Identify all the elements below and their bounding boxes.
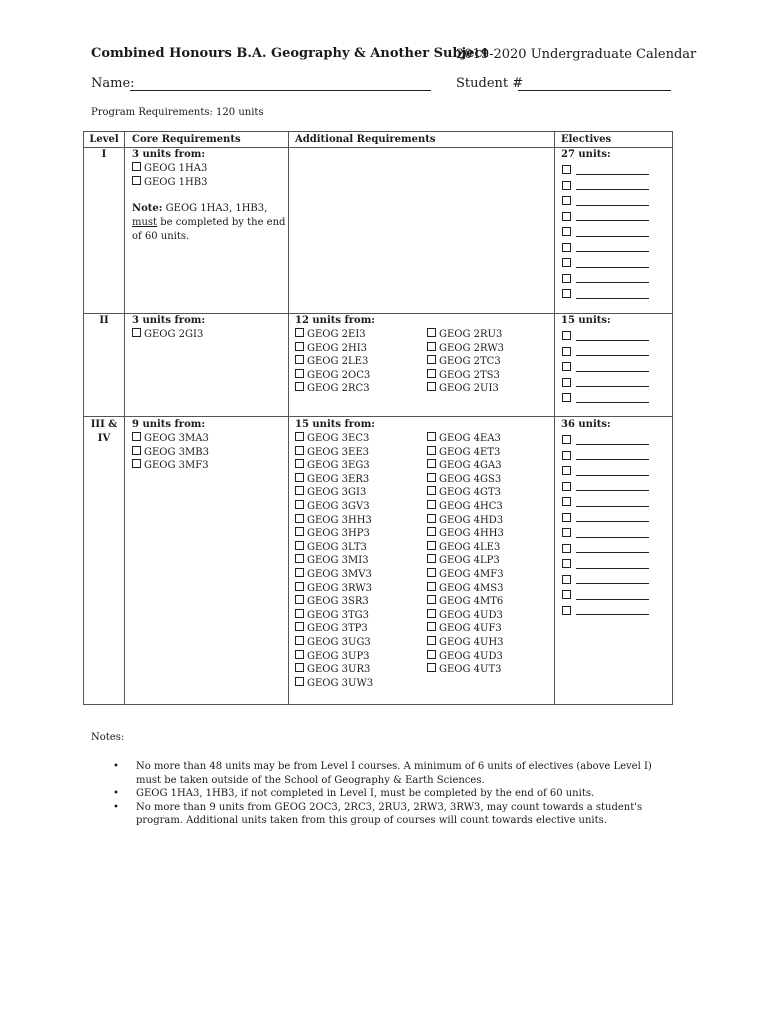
header-electives: Electives	[561, 134, 612, 145]
course-item: GEOG 4MS3	[427, 582, 504, 596]
checkbox-icon[interactable]	[295, 650, 304, 659]
elective-blank-line[interactable]	[576, 196, 649, 206]
elective-blank-line[interactable]	[576, 258, 649, 268]
elective-blank-line[interactable]	[576, 481, 649, 491]
checkbox-icon[interactable]	[427, 459, 436, 468]
checkbox-icon[interactable]	[295, 446, 304, 455]
checkbox-icon[interactable]	[295, 582, 304, 591]
checkbox-icon[interactable]	[132, 162, 141, 171]
elective-slot	[562, 463, 649, 479]
checkbox-icon[interactable]	[427, 446, 436, 455]
elective-slot	[562, 448, 649, 464]
checkbox-icon[interactable]	[427, 636, 436, 645]
course-item: GEOG 4GT3	[427, 486, 504, 500]
elective-slot	[562, 328, 649, 344]
elective-blank-line[interactable]	[576, 528, 649, 538]
elective-blank-line[interactable]	[576, 512, 649, 522]
checkbox-icon[interactable]	[427, 568, 436, 577]
course-item: GEOG 1HA3	[132, 162, 207, 176]
checkbox-icon[interactable]	[295, 568, 304, 577]
elective-blank-line[interactable]	[576, 590, 649, 600]
document-title: Combined Honours B.A. Geography & Another Subject	[91, 46, 489, 61]
course-item: GEOG 3GI3	[295, 486, 373, 500]
elective-blank-line[interactable]	[576, 450, 649, 460]
elective-slot	[562, 572, 649, 588]
course-item: GEOG 3TG3	[295, 609, 373, 623]
elective-blank-line[interactable]	[576, 289, 649, 299]
course-item: GEOG 3UG3	[295, 636, 373, 650]
checkbox-icon[interactable]	[427, 432, 436, 441]
checkbox-icon[interactable]	[427, 527, 436, 536]
elective-slot	[562, 271, 649, 287]
checkbox-icon[interactable]	[295, 432, 304, 441]
course-item: GEOG 2EI3	[295, 328, 370, 342]
checkbox-icon[interactable]	[562, 482, 571, 491]
course-item: GEOG 3SR3	[295, 595, 373, 609]
course-item: GEOG 3EE3	[295, 446, 373, 460]
course-item: GEOG 4UH3	[427, 636, 504, 650]
checkbox-icon[interactable]	[295, 500, 304, 509]
elective-blank-line[interactable]	[576, 543, 649, 553]
checkbox-icon[interactable]	[295, 355, 304, 364]
elective-slot	[562, 479, 649, 495]
course-item: GEOG 4GA3	[427, 459, 504, 473]
elective-slot	[562, 162, 649, 178]
course-item: GEOG 3MI3	[295, 554, 373, 568]
course-item: GEOG 2OC3	[295, 369, 370, 383]
checkbox-icon[interactable]	[562, 606, 571, 615]
checkbox-icon[interactable]	[562, 393, 571, 402]
note-line-2: must be completed by the end	[132, 217, 286, 228]
checkbox-icon[interactable]	[562, 196, 571, 205]
checkbox-icon[interactable]	[427, 342, 436, 351]
course-item: GEOG 3ER3	[295, 473, 373, 487]
elective-blank-line[interactable]	[576, 227, 649, 237]
checkbox-icon[interactable]	[562, 544, 571, 553]
course-item: GEOG 4HC3	[427, 500, 504, 514]
core-list-ii	[132, 328, 203, 342]
note-item: • No more than 9 units from GEOG 2OC3, 2RC3, 2RU3, 2RW3, 3RW3, may count towards a student's program. Additional units taken from this group of courses will count towards elective units.	[113, 801, 643, 827]
electives-list-iii	[562, 432, 649, 618]
checkbox-icon[interactable]	[562, 227, 571, 236]
header-additional: Additional Requirements	[295, 134, 436, 145]
elective-blank-line[interactable]	[576, 435, 649, 445]
elective-blank-line[interactable]	[576, 273, 649, 283]
elective-slot	[562, 587, 649, 603]
checkbox-icon[interactable]	[295, 595, 304, 604]
checkbox-icon[interactable]	[562, 212, 571, 221]
checkbox-icon[interactable]	[427, 514, 436, 523]
course-item: GEOG 4HD3	[427, 514, 504, 528]
checkbox-icon[interactable]	[562, 497, 571, 506]
checkbox-icon[interactable]	[562, 258, 571, 267]
core-list-i	[132, 162, 207, 189]
course-item: GEOG 2RU3	[427, 328, 504, 342]
electives-list-ii	[562, 328, 649, 406]
checkbox-icon[interactable]	[295, 459, 304, 468]
checkbox-icon[interactable]	[295, 527, 304, 536]
checkbox-icon[interactable]	[295, 622, 304, 631]
checkbox-icon[interactable]	[295, 473, 304, 482]
name-field[interactable]	[130, 90, 431, 91]
checkbox-icon[interactable]	[295, 636, 304, 645]
course-item: GEOG 4EA3	[427, 432, 504, 446]
elective-blank-line[interactable]	[576, 393, 649, 403]
course-item: GEOG 3MB3	[132, 446, 209, 460]
elective-blank-line[interactable]	[576, 497, 649, 507]
elective-slot	[562, 603, 649, 619]
elective-slot	[562, 494, 649, 510]
course-item: GEOG 4MT6	[427, 595, 504, 609]
core-heading-ii: 3 units from:	[132, 315, 206, 326]
student-number-field[interactable]	[518, 90, 671, 91]
elective-slot	[562, 209, 649, 225]
elective-slot	[562, 525, 649, 541]
elective-blank-line[interactable]	[576, 211, 649, 221]
checkbox-icon[interactable]	[427, 595, 436, 604]
course-item: GEOG 4HH3	[427, 527, 504, 541]
course-item: GEOG 3UR3	[295, 663, 373, 677]
course-item: GEOG 3LT3	[295, 541, 373, 555]
core-list-iii	[132, 432, 209, 473]
course-item: GEOG 3RW3	[295, 582, 373, 596]
level-iii-iv-line1: III &	[90, 419, 118, 430]
core-heading-iii: 9 units from:	[132, 419, 206, 430]
course-item: GEOG 4UT3	[427, 663, 504, 677]
checkbox-icon[interactable]	[295, 382, 304, 391]
electives-list-i	[562, 162, 649, 302]
electives-heading-ii: 15 units:	[561, 315, 611, 326]
course-item: GEOG 3GV3	[295, 500, 373, 514]
course-item: GEOG 3TP3	[295, 622, 373, 636]
checkbox-icon[interactable]	[427, 369, 436, 378]
checkbox-icon[interactable]	[295, 554, 304, 563]
course-item: GEOG 3UP3	[295, 650, 373, 664]
elective-slot	[562, 375, 649, 391]
course-item: GEOG 2TC3	[427, 355, 504, 369]
additional-col1-iii	[295, 432, 373, 690]
course-item: GEOG 2UI3	[427, 382, 504, 396]
checkbox-icon[interactable]	[427, 554, 436, 563]
course-item: GEOG 4LP3	[427, 554, 504, 568]
program-requirements: Program Requirements: 120 units	[91, 107, 264, 118]
elective-slot	[562, 390, 649, 406]
checkbox-icon[interactable]	[562, 289, 571, 298]
elective-slot	[562, 255, 649, 271]
elective-blank-line[interactable]	[576, 180, 649, 190]
course-item: GEOG 4GS3	[427, 473, 504, 487]
elective-blank-line[interactable]	[576, 346, 649, 356]
elective-slot	[562, 224, 649, 240]
course-item: GEOG 2RW3	[427, 342, 504, 356]
calendar-year: 2019-2020 Undergraduate Calendar	[456, 47, 697, 62]
elective-slot	[562, 240, 649, 256]
checkbox-icon[interactable]	[295, 342, 304, 351]
checkbox-icon[interactable]	[427, 609, 436, 618]
checkbox-icon[interactable]	[427, 622, 436, 631]
header-core: Core Requirements	[132, 134, 241, 145]
checkbox-icon[interactable]	[562, 575, 571, 584]
course-item: GEOG 3MA3	[132, 432, 209, 446]
note-item: • GEOG 1HA3, 1HB3, if not completed in Level I, must be completed by the end of 60 units.	[113, 788, 595, 800]
checkbox-icon[interactable]	[295, 663, 304, 672]
course-item: GEOG 4UD3	[427, 650, 504, 664]
checkbox-icon[interactable]	[427, 328, 436, 337]
elective-blank-line[interactable]	[576, 242, 649, 252]
elective-slot	[562, 359, 649, 375]
student-number-label: Student #	[456, 76, 524, 91]
checkbox-icon[interactable]	[427, 582, 436, 591]
checkbox-icon[interactable]	[295, 369, 304, 378]
checkbox-icon[interactable]	[562, 451, 571, 460]
checkbox-icon[interactable]	[562, 274, 571, 283]
checkbox-icon[interactable]	[562, 331, 571, 340]
checkbox-icon[interactable]	[427, 382, 436, 391]
checkbox-icon[interactable]	[295, 514, 304, 523]
checkbox-icon[interactable]	[132, 328, 141, 337]
checkbox-icon[interactable]	[562, 347, 571, 356]
note-item: • No more than 48 units may be from Level I courses. A minimum of 6 units of electives (above Level I) must be taken outside of the School of Geography & Earth Sciences.	[113, 761, 652, 786]
checkbox-icon[interactable]	[562, 513, 571, 522]
elective-slot	[562, 556, 649, 572]
checkbox-icon[interactable]	[295, 677, 304, 686]
checkbox-icon[interactable]	[295, 541, 304, 550]
elective-slot	[562, 510, 649, 526]
course-item: GEOG 3HH3	[295, 514, 373, 528]
course-item: GEOG 3UW3	[295, 677, 373, 691]
checkbox-icon[interactable]	[427, 541, 436, 550]
course-item: GEOG 4MF3	[427, 568, 504, 582]
checkbox-icon[interactable]	[132, 176, 141, 185]
checkbox-icon[interactable]	[562, 362, 571, 371]
electives-heading-i: 27 units:	[561, 149, 611, 160]
elective-blank-line[interactable]	[576, 574, 649, 584]
checkbox-icon[interactable]	[427, 500, 436, 509]
course-item: GEOG 2TS3	[427, 369, 504, 383]
checkbox-icon[interactable]	[427, 663, 436, 672]
checkbox-icon[interactable]	[132, 459, 141, 468]
checkbox-icon[interactable]	[562, 559, 571, 568]
checkbox-icon[interactable]	[562, 243, 571, 252]
checkbox-icon[interactable]	[562, 181, 571, 190]
elective-blank-line[interactable]	[576, 466, 649, 476]
header-level: Level	[89, 134, 119, 145]
checkbox-icon[interactable]	[295, 486, 304, 495]
elective-slot	[562, 344, 649, 360]
checkbox-icon[interactable]	[562, 466, 571, 475]
checkbox-icon[interactable]	[132, 432, 141, 441]
requirements-table	[83, 131, 673, 705]
level-iii-iv-line2: IV	[97, 433, 111, 444]
elective-slot	[562, 432, 649, 448]
course-item: GEOG 3HP3	[295, 527, 373, 541]
checkbox-icon[interactable]	[427, 650, 436, 659]
elective-blank-line[interactable]	[576, 362, 649, 372]
checkbox-icon[interactable]	[132, 446, 141, 455]
level-ii: II	[99, 315, 109, 326]
course-item: GEOG 4UD3	[427, 609, 504, 623]
note-line-3: of 60 units.	[132, 231, 190, 242]
course-item: GEOG 3EC3	[295, 432, 373, 446]
additional-col2-iii	[427, 432, 504, 677]
checkbox-icon[interactable]	[562, 435, 571, 444]
elective-slot	[562, 178, 649, 194]
course-item: GEOG 1HB3	[132, 176, 207, 190]
checkbox-icon[interactable]	[295, 609, 304, 618]
checkbox-icon[interactable]	[427, 355, 436, 364]
checkbox-icon[interactable]	[427, 486, 436, 495]
additional-col1-ii	[295, 328, 370, 396]
note-line-1: Note: GEOG 1HA3, 1HB3,	[132, 203, 268, 214]
course-item: GEOG 2GI3	[132, 328, 203, 342]
course-item: GEOG 4UF3	[427, 622, 504, 636]
level-i: I	[101, 149, 107, 160]
checkbox-icon[interactable]	[427, 473, 436, 482]
additional-heading-iii: 15 units from:	[295, 419, 375, 430]
course-item: GEOG 4LE3	[427, 541, 504, 555]
notes-list	[113, 760, 673, 828]
course-item: GEOG 2LE3	[295, 355, 370, 369]
additional-heading-ii: 12 units from:	[295, 315, 375, 326]
name-label: Name:	[91, 76, 135, 91]
core-heading-i: 3 units from:	[132, 149, 206, 160]
checkbox-icon[interactable]	[562, 590, 571, 599]
elective-slot	[562, 541, 649, 557]
electives-heading-iii: 36 units:	[561, 419, 611, 430]
course-item: GEOG 3MV3	[295, 568, 373, 582]
checkbox-icon[interactable]	[562, 378, 571, 387]
elective-blank-line[interactable]	[576, 605, 649, 615]
course-item: GEOG 3EG3	[295, 459, 373, 473]
course-item: GEOG 3MF3	[132, 459, 209, 473]
additional-col2-ii	[427, 328, 504, 396]
notes-label: Notes:	[91, 732, 125, 743]
elective-slot	[562, 193, 649, 209]
course-item: GEOG 2RC3	[295, 382, 370, 396]
course-item: GEOG 4ET3	[427, 446, 504, 460]
checkbox-icon[interactable]	[295, 328, 304, 337]
elective-slot	[562, 286, 649, 302]
checkbox-icon[interactable]	[562, 165, 571, 174]
elective-blank-line[interactable]	[576, 331, 649, 341]
elective-blank-line[interactable]	[576, 165, 649, 175]
course-item: GEOG 2HI3	[295, 342, 370, 356]
elective-blank-line[interactable]	[576, 377, 649, 387]
checkbox-icon[interactable]	[562, 528, 571, 537]
elective-blank-line[interactable]	[576, 559, 649, 569]
